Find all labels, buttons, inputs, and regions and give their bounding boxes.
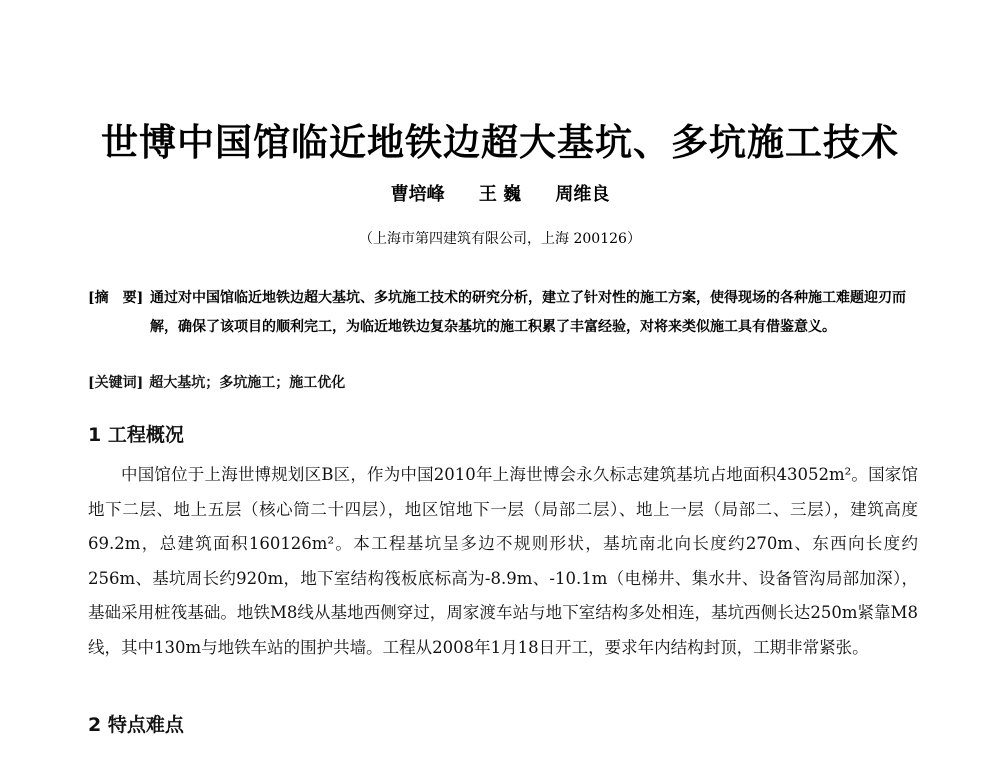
author-name: 王 巍 — [478, 184, 522, 205]
section-heading: 2 特点难点 — [88, 714, 184, 736]
keywords-block — [88, 372, 918, 394]
abstract-block — [88, 284, 918, 342]
paper-title: 世博中国馆临近地铁边超大基坑、多坑施工技术 — [101, 121, 899, 164]
author-list — [0, 180, 1000, 206]
keywords-text: 超大基坑；多坑施工；施工优化 — [149, 375, 346, 391]
abstract-text: 通过对中国馆临近地铁边超大基坑、多坑施工技术的研究分析，建立了针对性的施工方案，使得现场的各种施工难题迎刃而解，确保了该项目的顺利完工，为临近地铁边复杂基坑的施工积累了丰富经验，对将来类似施工具有借鉴意义。 — [150, 290, 906, 335]
section-heading: 1 工程概况 — [88, 424, 184, 446]
author-name: 周维良 — [555, 184, 610, 205]
abstract-label: [摘 要] — [88, 290, 144, 306]
section-body: 中国馆位于上海世博规划区B区，作为中国2010年上海世博会永久标志建筑基坑占地面积43052m²。国家馆地下二层、地上五层（核心筒二十四层），地区馆地下一层（局部二层）、地上一层（局部二、三层），建筑高度69.2m，总建筑面积160126m²。本工程基坑呈多边不规则形状，基坑南北向长度约270m、东西向长度约256m、基坑周长约920m，地下室结构筏板底标高为-8.9m、-10.1m（电梯井、集水井、设备管沟局部加深），基础采用桩筏基础。地铁M8线从基地西侧穿过，周家渡车站与地下室结构多处相连，基坑西侧长达250m紧靠M8线，其中130m与地铁车站的围护共墙。工程从2008年1月18日开工，要求年内结构封顶，工期非常紧张。 — [88, 465, 918, 657]
keywords-label: [关键词] — [88, 375, 144, 391]
author-name: 曹培峰 — [390, 184, 445, 205]
affiliation: （上海市第四建筑有限公司，上海 200126） — [359, 231, 641, 247]
